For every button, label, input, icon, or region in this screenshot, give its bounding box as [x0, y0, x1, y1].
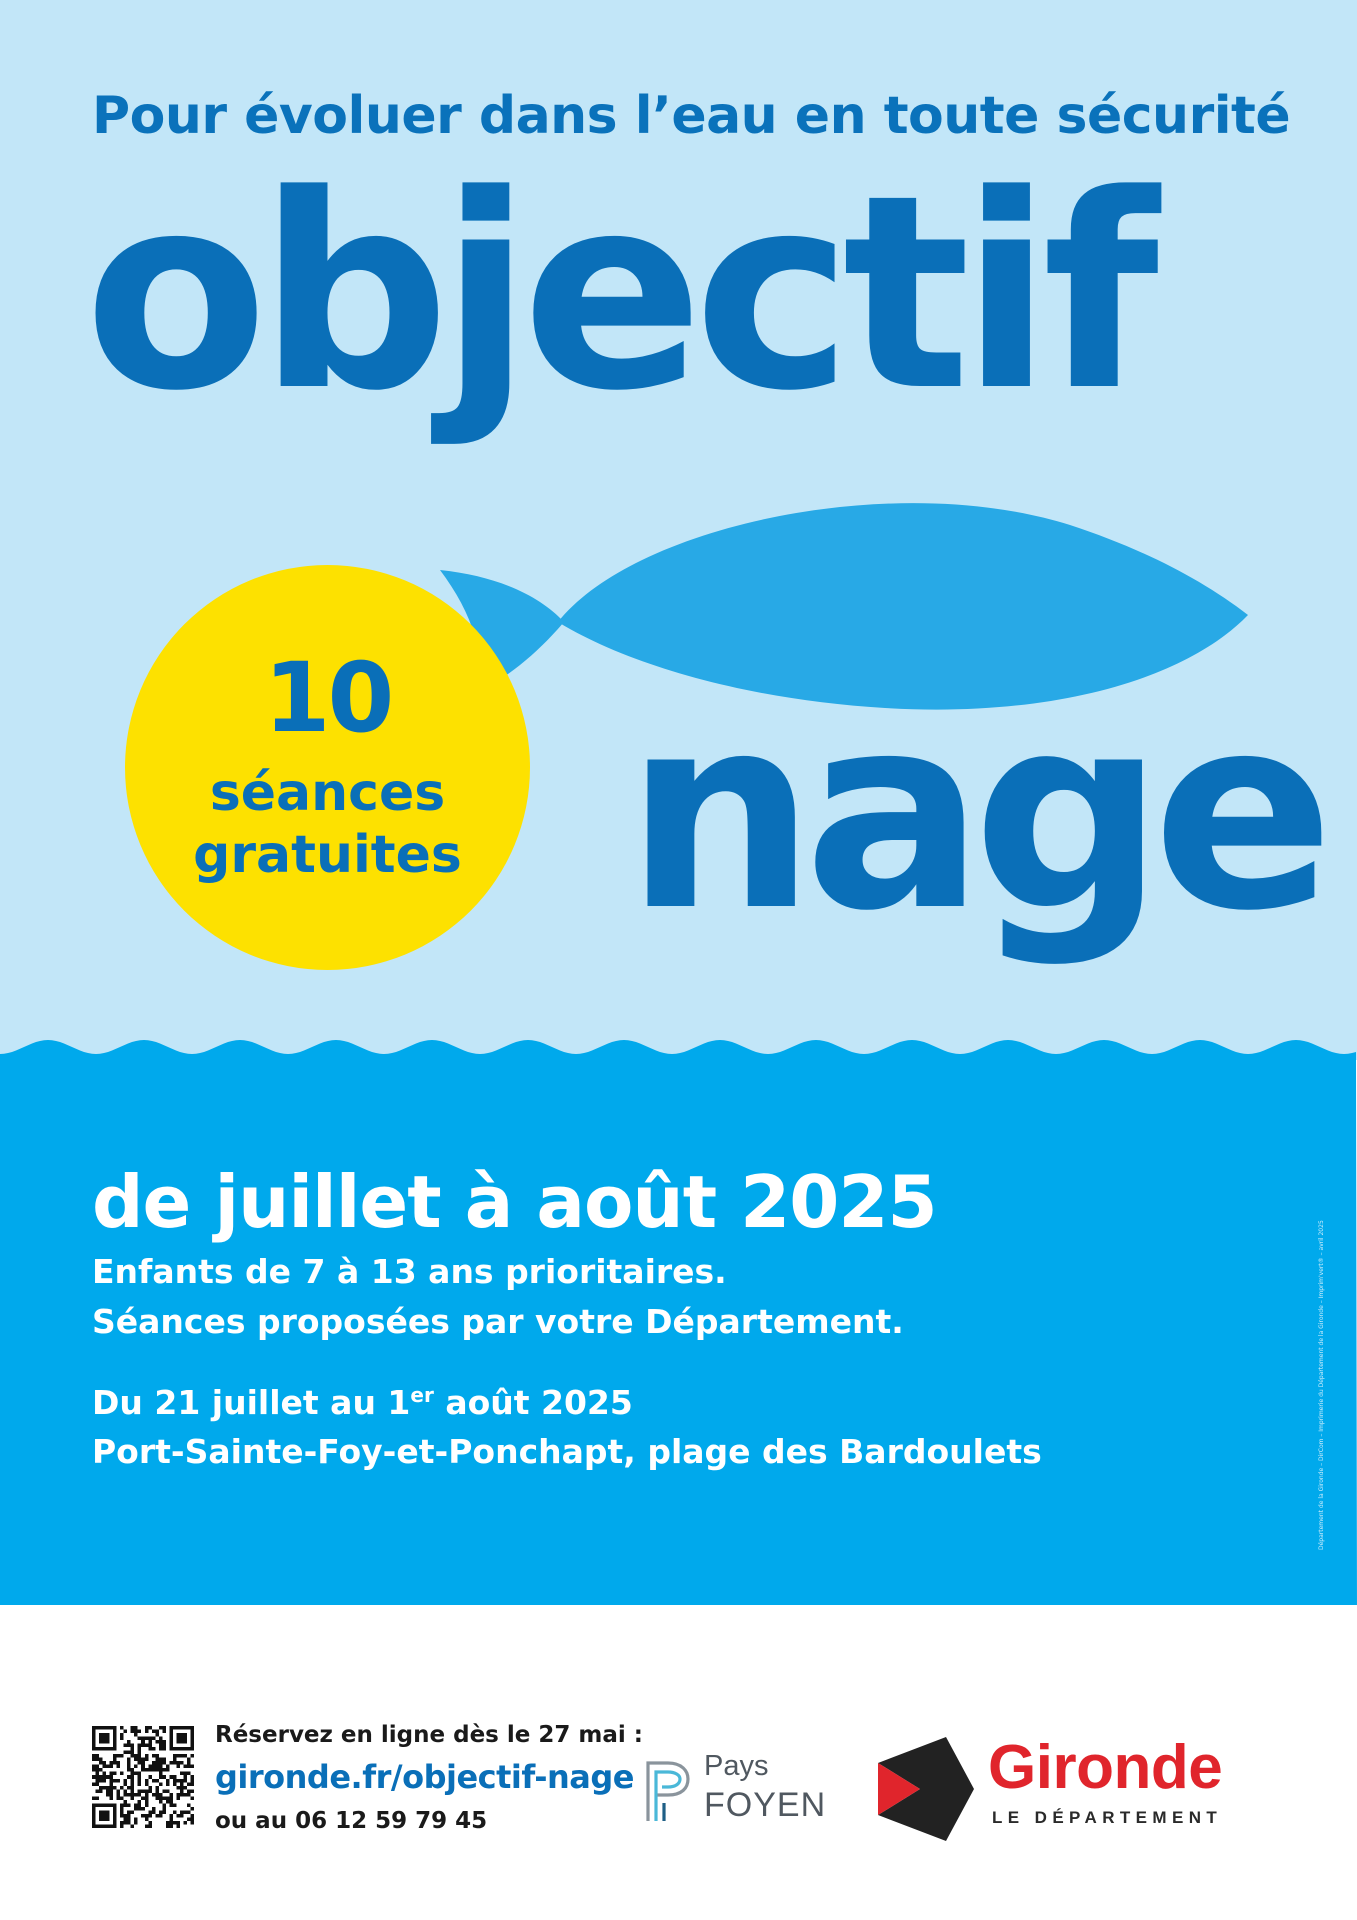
session-dates — [92, 1383, 633, 1422]
free-sessions-badge — [125, 565, 530, 970]
qr-code-icon[interactable] — [92, 1726, 194, 1828]
pays-foyen-line-1: Pays — [704, 1750, 769, 1782]
gironde-logo-mark — [876, 1735, 976, 1843]
fish-eye — [1105, 500, 1149, 544]
tagline: Pour évoluer dans l’eau en toute sécurité — [92, 86, 1291, 146]
reserve-link[interactable]: gironde.fr/objectif-nage — [215, 1758, 634, 1796]
reserve-phone: ou au 06 12 59 79 45 — [215, 1808, 488, 1834]
title-nage: nage — [625, 658, 1323, 970]
session-location: Port-Sainte-Foy-et-Ponchapt, plage des Bardoulets — [92, 1432, 1042, 1471]
badge-line-1: séances — [209, 763, 446, 823]
print-credit — [1318, 1150, 1330, 1550]
session-dates-prefix: Du 21 juillet au 1 — [92, 1383, 411, 1422]
badge-line-2: gratuites — [193, 825, 462, 885]
organizer-text: Séances proposées par votre Département. — [92, 1302, 904, 1341]
badge-number: 10 — [263, 642, 392, 754]
audience-text: Enfants de 7 à 13 ans prioritaires. — [92, 1252, 727, 1291]
title-objectif: objectif — [84, 138, 1150, 450]
pays-foyen-line-2: FOYEN — [704, 1786, 827, 1824]
session-dates-superscript: er — [410, 1383, 434, 1407]
print-credit-text: Département de la Gironde – DirCom – Imprimerie du Département de la Gironde – Imprim'vert® – avril 2025 — [1318, 1220, 1325, 1550]
period-heading: de juillet à août 2025 — [92, 1160, 937, 1244]
gironde-subtitle: LE DÉPARTEMENT — [992, 1808, 1223, 1827]
gironde-name: Gironde — [988, 1733, 1223, 1802]
pays-foyen-logo-mark — [642, 1755, 694, 1825]
session-dates-suffix: août 2025 — [433, 1383, 633, 1422]
reserve-label: Réservez en ligne dès le 27 mai : — [215, 1722, 643, 1748]
